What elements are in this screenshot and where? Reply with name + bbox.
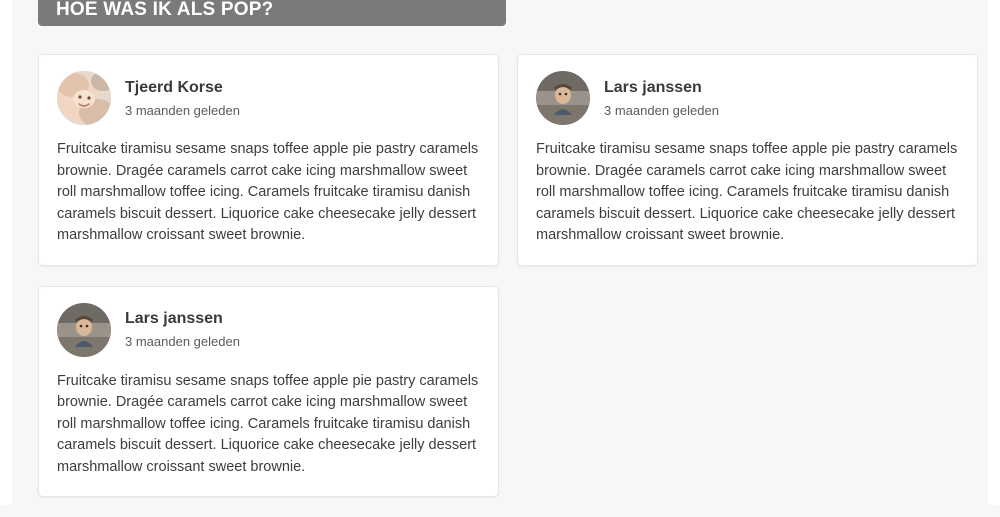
review-meta (604, 78, 719, 119)
review-author: Tjeerd Korse (125, 78, 240, 98)
review-text: Fruitcake tiramisu sesame snaps toffee apple pie pastry caramels brownie. Dragée caramels carrot cake icing marshmallow sweet roll marshmallow toffee icing. Caramels fruitcake tiramisu danish caramels biscuit dessert. Liquorice cake cheesecake jelly dessert marshmallow croissant sweet brownie. (536, 139, 959, 247)
reviews-empty-slot (517, 286, 978, 517)
reviews-row-2 (38, 286, 978, 517)
section-banner (38, 0, 506, 26)
review-date: 3 maanden geleden (125, 334, 240, 350)
review-author: Lars janssen (604, 78, 719, 98)
avatar-person-image (536, 71, 590, 125)
avatar-baby-image (57, 71, 111, 125)
avatar-person-image (57, 303, 111, 357)
review-text: Fruitcake tiramisu sesame snaps toffee apple pie pastry caramels brownie. Dragée caramels carrot cake icing marshmallow sweet roll marshmallow toffee icing. Caramels fruitcake tiramisu danish caramels biscuit dessert. Liquorice cake cheesecake jelly dessert marshmallow croissant sweet brownie. (57, 139, 480, 247)
review-author: Lars janssen (125, 309, 240, 329)
review-text: Fruitcake tiramisu sesame snaps toffee apple pie pastry caramels brownie. Dragée caramels carrot cake icing marshmallow sweet roll marshmallow toffee icing. Caramels fruitcake tiramisu danish caramels biscuit dessert. Liquorice cake cheesecake jelly dessert marshmallow croissant sweet brownie. (57, 371, 480, 479)
review-header (536, 71, 959, 125)
reviews-row-1 (38, 54, 978, 286)
review-date: 3 maanden geleden (125, 103, 240, 119)
review-card (38, 286, 499, 498)
page-gutter-left (0, 0, 12, 505)
review-header (57, 71, 480, 125)
review-meta (125, 309, 240, 350)
review-card (38, 54, 499, 266)
review-header (57, 303, 480, 357)
page-gutter-right (988, 0, 1000, 505)
review-date: 3 maanden geleden (604, 103, 719, 119)
banner-title: HOE WAS IK ALS POP? (56, 0, 273, 21)
review-meta (125, 78, 240, 119)
review-card (517, 54, 978, 266)
reviews-list (38, 54, 978, 517)
